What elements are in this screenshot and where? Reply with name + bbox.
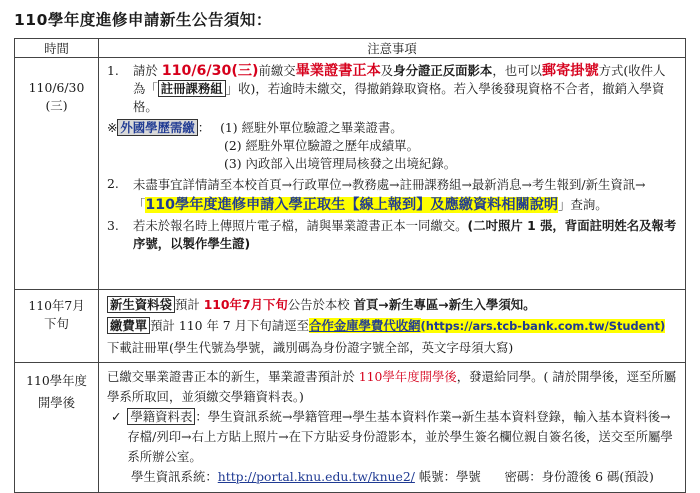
text: ：學生資訊系統→學籍管理→學生基本資料作業→新生基本資料登錄，輸入基本資料後→存檔/列印→右上方貼上照片→在下方貼妥身份證影本，並於學生簽名欄位親自簽名後，送交至所屬學系所辦公室。 [127, 409, 673, 464]
header-time: 時間 [15, 39, 99, 58]
paragraph [107, 367, 677, 407]
item-number: 2. [107, 176, 119, 192]
paragraph [107, 407, 677, 467]
text: 學生資訊系統： [131, 469, 218, 484]
time-cell [15, 58, 99, 290]
date-text: 110年7月下旬 [203, 297, 288, 312]
header-notes: 注意事項 [99, 39, 686, 58]
time-line: 下旬 [44, 316, 69, 331]
notes-cell [99, 363, 686, 493]
paragraph [107, 315, 677, 358]
time-line: 開學後 [37, 395, 76, 410]
list-item [107, 62, 677, 117]
text: 預計 [174, 297, 204, 312]
text: 及 [380, 63, 394, 78]
deadline-date: 110/6/30(三) [161, 63, 259, 79]
nav-path: 首頁→新生專區→新生入學須知。 [353, 297, 536, 312]
item-number: 1. [107, 63, 119, 78]
time-line: 110年7月 [28, 298, 85, 313]
text: 公告於本校 [287, 297, 354, 312]
text: 帳號：學號 密碼：身份證後 6 碼(預設) [414, 469, 654, 484]
packet-box: 新生資料袋 [107, 296, 175, 313]
foreign-item: (1) 經駐外單位驗證之畢業證書。 [220, 119, 403, 135]
required-doc: 畢業證書正本 [295, 63, 381, 79]
form-box: 學籍資料表 [127, 408, 195, 425]
list-item [107, 175, 677, 215]
time-cell [15, 290, 99, 363]
foreign-note [107, 119, 677, 137]
required-doc: 身分證正反面影本 [393, 63, 493, 78]
paragraph [107, 467, 677, 487]
text: 」查詢。 [558, 197, 608, 213]
notes-cell [99, 290, 686, 363]
foreign-label: 外國學歷需繳 [117, 119, 197, 136]
reference-mark: ※ [107, 119, 118, 135]
bill-box: 繳費單 [107, 317, 150, 334]
time-line: 110/6/30 [28, 80, 85, 95]
text: 前繳交 [258, 63, 296, 78]
foreign-item: (3) 內政部入出境管理局核發之出境紀錄。 [224, 156, 457, 172]
time-line: 110學年度 [26, 373, 87, 388]
text: 未盡事宜詳情請至本校首頁→行政單位→教務處→註冊課務組→最新消息→考生報到/新生資訊→「 [133, 177, 646, 213]
text: 」收)，若逾時未繳交，得撤銷錄取資格。若入學後發現資格不合者，撤銷入學資格。 [133, 81, 665, 115]
text: ，發還給同學。( 請於開學後，逕至所屬學系所取回，並須繳交學籍資料表。) [107, 369, 677, 404]
highlighted-link-title: 110學年度進修申請入學正取生【線上報到】及應繳資料相關說明 [145, 197, 559, 214]
date-text: 110學年度開學後 [358, 369, 457, 384]
text: 若未於報名時上傳照片電子檔，請與畢業證書正本一同繳交。 [133, 218, 468, 234]
text: 方式(收件人為「 [133, 63, 666, 97]
header-row [15, 39, 686, 58]
list-item [107, 217, 677, 253]
text: 請於 [133, 63, 162, 78]
mail-method: 郵寄掛號 [541, 63, 599, 79]
tuition-link[interactable]: 合作金庫學費代收網 [308, 318, 421, 333]
text: 下載註冊單(學生代號為學號，識別碼為身份證字號全部，英文字母須大寫) [107, 340, 514, 355]
item-number: 3. [107, 218, 119, 234]
foreign-item: (2) 經駐外單位驗證之歷年成績單。 [224, 137, 419, 153]
text: ，也可以 [492, 63, 542, 78]
notes-cell [99, 58, 686, 290]
tuition-url[interactable]: (https://ars.tcb-bank.com.tw/Student) [420, 319, 666, 333]
recipient-box: 註冊課務組 [158, 80, 226, 97]
table-row [15, 363, 686, 493]
page-title: 110學年度進修申請新生公告須知： [14, 11, 272, 29]
table-row [15, 58, 686, 290]
time-cell [15, 363, 99, 493]
table-row [15, 290, 686, 363]
check-icon: ✓ [111, 409, 122, 424]
photo-note: (二吋照片 1 張，背面註明姓名及報考序號，以製作學生證) [133, 218, 677, 252]
portal-link[interactable]: http://portal.knu.edu.tw/knue2/ [217, 469, 415, 484]
text: 預計 110 年 7 月下旬請逕至 [150, 318, 309, 333]
notice-table [14, 38, 686, 493]
time-line: (三) [45, 98, 68, 113]
text: 已繳交畢業證書正本的新生，畢業證書預計於 [107, 369, 359, 384]
paragraph [107, 294, 677, 315]
text: ： [197, 119, 211, 135]
